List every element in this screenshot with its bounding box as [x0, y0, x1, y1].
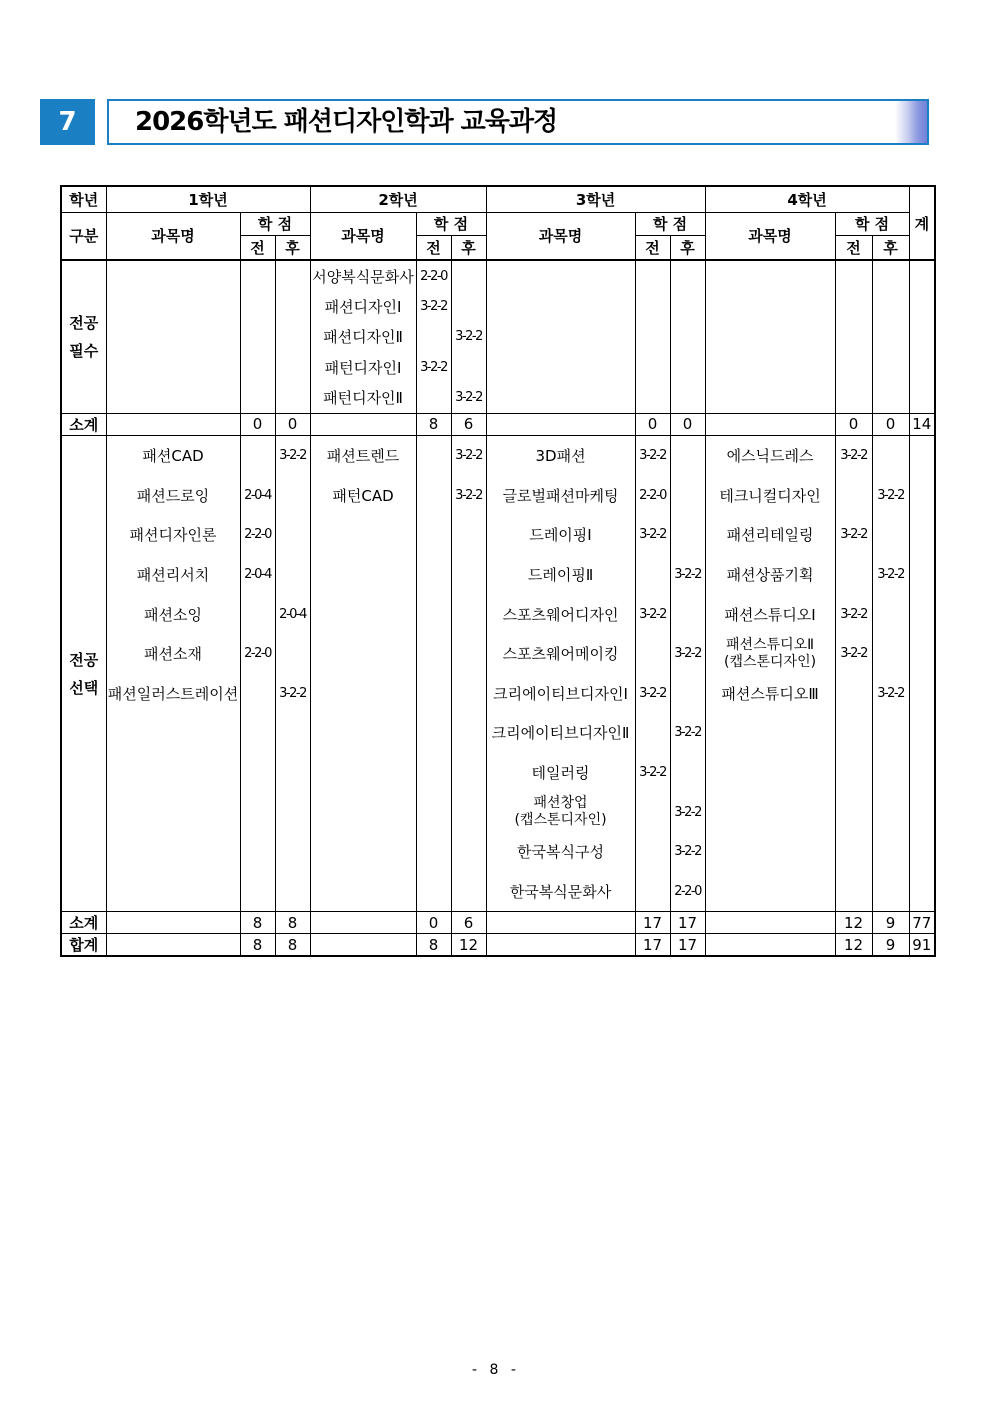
credit-slot — [452, 476, 486, 516]
page-number: - 8 - — [472, 1362, 520, 1378]
course-name-slot — [706, 594, 835, 634]
course-name: 패션드로잉 — [136, 486, 210, 505]
credit-slot — [671, 476, 705, 516]
subtotal-value: 8 — [416, 413, 451, 435]
course-name-slot — [706, 634, 835, 674]
credit-slot — [452, 383, 486, 413]
subtotal-value: 0 — [275, 413, 310, 435]
header-first-y2: 전 — [416, 235, 451, 260]
credit-second-semester: 3-2-2 — [877, 685, 904, 701]
course-name-slot — [487, 634, 635, 674]
credit-first-semester: 3-2-2 — [840, 606, 867, 622]
credit-slot — [671, 792, 705, 832]
section-title: 2026학년도 패션디자인학과 교육과정 — [135, 107, 558, 137]
credit-slot — [241, 436, 275, 476]
course-name-slot — [706, 674, 835, 714]
header-subject-y2: 과목명 — [310, 212, 416, 260]
course-name-slot — [706, 476, 835, 516]
course-name-slot — [706, 515, 835, 555]
credit-slot — [452, 352, 486, 382]
credit-slot — [636, 476, 670, 516]
course-name: 패션스튜디오Ⅱ (캡스톤디자인) — [724, 636, 817, 670]
empty-cell — [635, 260, 670, 413]
empty-cell — [872, 260, 909, 413]
elec-y4-second — [872, 435, 909, 911]
req-y2-first — [416, 260, 451, 413]
empty-cell — [310, 934, 416, 957]
empty-cell — [705, 912, 835, 934]
category-major-required — [61, 260, 106, 413]
course-name: 크리에이티브디자인Ⅰ — [493, 684, 628, 703]
empty-cell — [106, 260, 240, 413]
credit-first-semester: 3-2-2 — [639, 606, 666, 622]
subtotal-value: 17 — [670, 912, 705, 934]
credit-slot — [836, 436, 872, 476]
credit-slot — [671, 436, 705, 476]
category-major-elective — [61, 435, 106, 911]
credit-slot — [241, 555, 275, 595]
subtotal-value: 0 — [872, 413, 909, 435]
credit-slot — [636, 832, 670, 872]
course-name-slot — [487, 476, 635, 516]
header-second-y1: 후 — [275, 235, 310, 260]
credit-slot — [671, 515, 705, 555]
credit-slot — [241, 674, 275, 714]
course-name: 드레이핑Ⅱ — [527, 566, 594, 585]
header-year-4: 4학년 — [705, 186, 909, 212]
course-name: 패션창업 (캡스톤디자인) — [514, 795, 607, 829]
course-name-slot — [487, 753, 635, 793]
credit-slot — [636, 436, 670, 476]
credit-second-semester: 3-2-2 — [455, 390, 482, 406]
credit-slot — [241, 594, 275, 634]
credit-slot — [636, 674, 670, 714]
subtotal-label: 소계 — [61, 413, 106, 435]
credit-slot — [873, 555, 909, 595]
grand-total-value: 12 — [835, 934, 872, 957]
header-year-3: 3학년 — [486, 186, 705, 212]
credit-slot — [836, 515, 872, 555]
course-name-slot — [487, 792, 635, 832]
subtotal-total: 14 — [909, 413, 935, 435]
grand-total-value: 8 — [240, 934, 275, 957]
credit-second-semester: 3-2-2 — [674, 844, 701, 860]
credit-slot — [836, 594, 872, 634]
course-name: 패션트렌드 — [326, 447, 400, 466]
credit-slot — [873, 476, 909, 516]
credit-slot — [671, 871, 705, 911]
grand-total-value: 17 — [635, 934, 670, 957]
credit-first-semester: 3-2-2 — [639, 685, 666, 701]
header-subject-y3: 과목명 — [486, 212, 635, 260]
course-name-slot — [487, 555, 635, 595]
empty-cell — [705, 260, 835, 413]
subtotal-value: 8 — [240, 912, 275, 934]
empty-cell — [310, 413, 416, 435]
grand-total-value: 12 — [451, 934, 486, 957]
credit-second-semester: 3-2-2 — [455, 487, 482, 503]
course-name: 서양복식문화사 — [312, 267, 414, 286]
header-second-y3: 후 — [670, 235, 705, 260]
header-first-y1: 전 — [240, 235, 275, 260]
empty-cell — [486, 260, 635, 413]
category-label: 전공 선택 — [69, 650, 99, 697]
credit-slot — [276, 515, 310, 555]
req-y2-second — [451, 260, 486, 413]
credit-slot — [636, 515, 670, 555]
credit-slot — [636, 634, 670, 674]
subtotal-value: 0 — [416, 912, 451, 934]
course-name-slot — [487, 713, 635, 753]
empty-cell — [486, 934, 635, 957]
credit-slot — [276, 555, 310, 595]
credit-slot — [636, 871, 670, 911]
grand-total-total: 91 — [909, 934, 935, 957]
grand-total-value: 8 — [275, 934, 310, 957]
credit-slot — [417, 476, 451, 516]
course-name: 드레이핑Ⅰ — [529, 526, 592, 545]
credit-second-semester: 3-2-2 — [674, 646, 701, 662]
credit-slot — [873, 594, 909, 634]
credit-slot — [836, 634, 872, 674]
course-name-slot — [311, 352, 416, 382]
credit-slot — [873, 436, 909, 476]
grand-total-label: 합계 — [61, 934, 106, 957]
course-name-slot — [107, 555, 240, 595]
course-name-slot — [487, 832, 635, 872]
course-name: 스포츠웨어메이킹 — [502, 645, 619, 664]
credit-second-semester: 3-2-2 — [674, 804, 701, 820]
course-name-slot — [311, 476, 416, 516]
credit-slot — [671, 594, 705, 634]
credit-first-semester: 3-2-2 — [840, 448, 867, 464]
empty-cell — [486, 912, 635, 934]
course-name-slot — [107, 515, 240, 555]
header-first-y3: 전 — [635, 235, 670, 260]
empty-cell — [909, 435, 935, 911]
subtotal-value: 6 — [451, 413, 486, 435]
course-name: 패션디자인론 — [129, 526, 217, 545]
empty-cell — [705, 413, 835, 435]
course-name: 패션디자인Ⅱ — [323, 328, 403, 347]
empty-cell — [909, 260, 935, 413]
header-credit-y3: 학 점 — [635, 212, 705, 235]
credit-first-semester: 3-2-2 — [639, 527, 666, 543]
credit-slot — [276, 634, 310, 674]
grand-total-value: 17 — [670, 934, 705, 957]
empty-cell — [106, 912, 240, 934]
course-name-slot — [107, 476, 240, 516]
subtotal-value: 6 — [451, 912, 486, 934]
header-year-1: 1학년 — [106, 186, 310, 212]
course-name: 패션리서치 — [136, 566, 210, 585]
credit-slot — [873, 674, 909, 714]
credit-slot — [452, 322, 486, 352]
credit-slot — [417, 291, 451, 321]
credit-second-semester: 3-2-2 — [674, 567, 701, 583]
empty-cell — [275, 260, 310, 413]
empty-cell — [240, 260, 275, 413]
credit-slot — [241, 515, 275, 555]
elec-y1-second — [275, 435, 310, 911]
elec-y4-first — [835, 435, 872, 911]
header-subject-y1: 과목명 — [106, 212, 240, 260]
credit-first-semester: 3-2-2 — [840, 646, 867, 662]
credit-slot — [276, 476, 310, 516]
elec-y3-names — [486, 435, 635, 911]
credit-slot — [636, 594, 670, 634]
course-name-slot — [107, 594, 240, 634]
header-second-y4: 후 — [872, 235, 909, 260]
title-gradient-decoration — [895, 101, 927, 143]
header-credit-y2: 학 점 — [416, 212, 486, 235]
credit-slot — [873, 634, 909, 674]
credit-slot — [636, 713, 670, 753]
empty-cell — [670, 260, 705, 413]
credit-second-semester: 2-0-4 — [279, 606, 306, 622]
credit-slot — [241, 634, 275, 674]
header-subject-y4: 과목명 — [705, 212, 835, 260]
course-name: 패션디자인Ⅰ — [324, 298, 402, 317]
grand-total-value: 8 — [416, 934, 451, 957]
req-y2-names — [310, 260, 416, 413]
subtotal-value: 17 — [635, 912, 670, 934]
header-category: 구분 — [61, 212, 106, 260]
elec-y3-second — [670, 435, 705, 911]
credit-slot — [452, 436, 486, 476]
course-name-slot — [706, 436, 835, 476]
category-label: 전공 필수 — [69, 313, 99, 360]
header-year: 학년 — [61, 186, 106, 212]
course-name: 패턴CAD — [332, 486, 394, 505]
credit-first-semester: 2-2-0 — [244, 646, 271, 662]
section-title-box — [107, 99, 929, 145]
course-name: 한국복식문화사 — [509, 882, 612, 901]
empty-cell — [310, 912, 416, 934]
course-name: 패션소재 — [144, 645, 202, 664]
credit-first-semester: 2-2-0 — [420, 268, 447, 284]
course-name: 에스닉드레스 — [726, 447, 814, 466]
subtotal-value: 0 — [635, 413, 670, 435]
header-total: 계 — [909, 186, 935, 260]
credit-first-semester: 3-2-2 — [420, 359, 447, 375]
course-name-slot — [311, 383, 416, 413]
credit-second-semester: 3-2-2 — [877, 487, 904, 503]
elec-y1-first — [240, 435, 275, 911]
course-name: 패션스튜디오Ⅲ — [721, 684, 819, 703]
empty-cell — [486, 413, 635, 435]
subtotal-value: 0 — [240, 413, 275, 435]
credit-first-semester: 2-2-0 — [639, 487, 666, 503]
credit-slot — [671, 674, 705, 714]
course-name-slot — [487, 674, 635, 714]
credit-second-semester: 2-2-0 — [674, 883, 701, 899]
credit-slot — [417, 261, 451, 291]
credit-slot — [276, 674, 310, 714]
course-name: 테크니컬디자인 — [719, 486, 821, 505]
credit-slot — [671, 634, 705, 674]
credit-slot — [836, 476, 872, 516]
header-year-2: 2학년 — [310, 186, 486, 212]
header-credit-y4: 학 점 — [835, 212, 909, 235]
credit-slot — [836, 674, 872, 714]
empty-cell — [106, 413, 240, 435]
grand-total-row — [61, 934, 935, 957]
course-name-slot — [311, 322, 416, 352]
credit-first-semester: 3-2-2 — [639, 448, 666, 464]
elec-y4-names — [705, 435, 835, 911]
elec-y2-second — [451, 435, 486, 911]
credit-first-semester: 3-2-2 — [420, 299, 447, 315]
credit-slot — [417, 322, 451, 352]
credit-slot — [452, 291, 486, 321]
credit-second-semester: 3-2-2 — [279, 448, 306, 464]
empty-cell — [705, 934, 835, 957]
credit-second-semester: 3-2-2 — [455, 329, 482, 345]
course-name-slot — [311, 261, 416, 291]
subtotal-label: 소계 — [61, 912, 106, 934]
grand-total-value: 9 — [872, 934, 909, 957]
course-name-slot — [107, 436, 240, 476]
subtotal-row-required — [61, 413, 935, 435]
course-name: 패션소잉 — [144, 605, 202, 624]
credit-slot — [452, 261, 486, 291]
section-number: 7 — [40, 99, 95, 145]
subtotal-value: 9 — [872, 912, 909, 934]
empty-cell — [835, 260, 872, 413]
course-name-slot — [487, 515, 635, 555]
elec-y2-first — [416, 435, 451, 911]
course-name: 패션상품기획 — [726, 566, 814, 585]
course-name: 패션CAD — [142, 447, 204, 466]
credit-first-semester: 2-2-0 — [244, 527, 271, 543]
credit-slot — [671, 555, 705, 595]
subtotal-value: 12 — [835, 912, 872, 934]
credit-first-semester: 3-2-2 — [840, 527, 867, 543]
credit-second-semester: 3-2-2 — [674, 725, 701, 741]
course-name-slot — [487, 594, 635, 634]
course-name-slot — [487, 436, 635, 476]
course-name: 스포츠웨어디자인 — [502, 605, 619, 624]
credit-slot — [417, 436, 451, 476]
course-name-slot — [311, 291, 416, 321]
credit-second-semester: 3-2-2 — [455, 448, 482, 464]
credit-slot — [636, 555, 670, 595]
course-name-slot — [706, 555, 835, 595]
credit-first-semester: 2-0-4 — [244, 487, 271, 503]
credit-slot — [836, 555, 872, 595]
subtotal-row-elective — [61, 912, 935, 934]
credit-slot — [636, 792, 670, 832]
course-name-slot — [107, 674, 240, 714]
course-name: 3D패션 — [535, 447, 586, 466]
header-second-y2: 후 — [451, 235, 486, 260]
curriculum-table — [60, 185, 936, 957]
header-first-y4: 전 — [835, 235, 872, 260]
credit-second-semester: 3-2-2 — [279, 685, 306, 701]
course-name: 패션스튜디오Ⅰ — [724, 605, 816, 624]
empty-cell — [106, 934, 240, 957]
credit-second-semester: 3-2-2 — [877, 567, 904, 583]
credit-slot — [417, 383, 451, 413]
subtotal-value: 8 — [275, 912, 310, 934]
section-header — [40, 99, 928, 145]
course-name: 테일러링 — [531, 764, 590, 782]
subtotal-value: 0 — [670, 413, 705, 435]
course-name: 패턴디자인Ⅰ — [324, 358, 402, 377]
credit-first-semester: 3-2-2 — [639, 765, 666, 780]
credit-slot — [276, 594, 310, 634]
elec-y2-names — [310, 435, 416, 911]
credit-slot — [241, 476, 275, 516]
credit-first-semester: 2-0-4 — [244, 567, 271, 583]
credit-slot — [671, 832, 705, 872]
course-name-slot — [487, 871, 635, 911]
course-name-slot — [311, 436, 416, 476]
course-name: 크리에이티브디자인Ⅱ — [491, 724, 630, 743]
credit-slot — [671, 713, 705, 753]
credit-slot — [417, 352, 451, 382]
header-credit-y1: 학 점 — [240, 212, 310, 235]
elec-y3-first — [635, 435, 670, 911]
course-name: 패션리테일링 — [726, 526, 814, 545]
credit-slot — [873, 515, 909, 555]
course-name: 글로벌패션마케팅 — [502, 486, 619, 505]
subtotal-total: 77 — [909, 912, 935, 934]
course-name: 패션일러스트레이션 — [107, 684, 239, 703]
course-name: 패턴디자인Ⅱ — [323, 389, 403, 408]
credit-slot — [276, 436, 310, 476]
course-name: 한국복식구성 — [517, 843, 604, 862]
credit-slot — [636, 753, 670, 793]
credit-slot — [671, 753, 705, 793]
course-name-slot — [107, 634, 240, 674]
elec-y1-names — [106, 435, 240, 911]
subtotal-value: 0 — [835, 413, 872, 435]
